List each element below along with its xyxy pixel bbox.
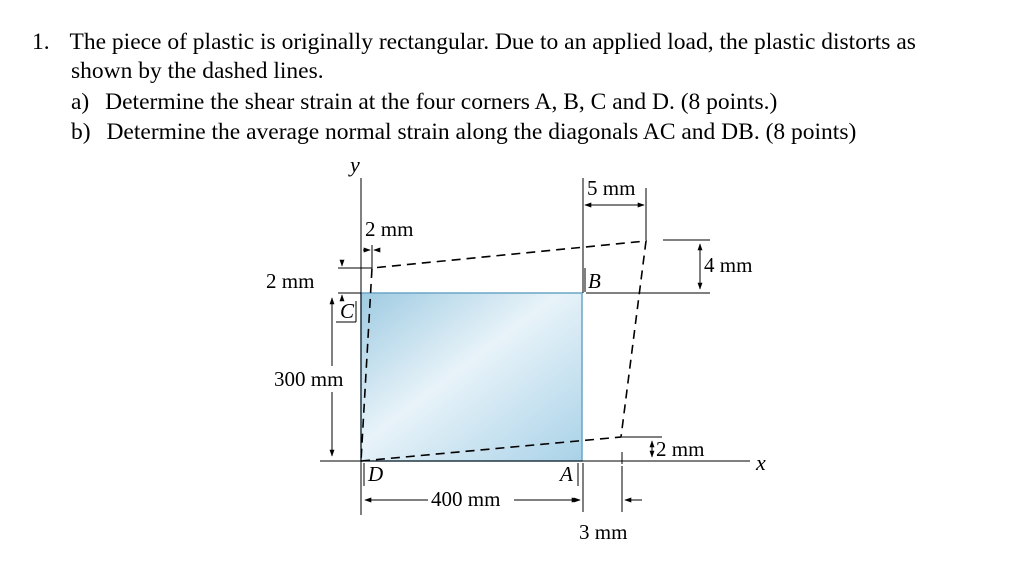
statement-text-1: The piece of plastic is originally rectangular. Due to an applied load, the plastic distorts as [69, 29, 916, 55]
dim-bottom-right-label: 2 mm [656, 437, 705, 461]
problem-statement-line2: shown by the dashed lines. [71, 58, 324, 84]
axis-y-label: y [350, 152, 360, 177]
part-b-text: Determine the average normal strain along the diagonals AC and DB. (8 points) [106, 119, 857, 145]
corner-a-label: A [560, 462, 573, 486]
axis-x-label: x [756, 450, 766, 475]
dim-top-left-label: 2 mm [365, 217, 414, 241]
problem-number: 1. [32, 29, 50, 55]
original-plate [361, 293, 582, 461]
corner-b-label: B [588, 269, 601, 293]
corner-d-label: D [368, 462, 384, 486]
part-a-text: Determine the shear strain at the four corners A, B, C and D. (8 points.) [105, 89, 778, 115]
corner-c-label: C [340, 299, 355, 323]
dim-width-label: 400 mm [431, 487, 501, 511]
part-a-label: a) [71, 89, 90, 115]
dim-bottom-shift-label: 3 mm [579, 520, 628, 544]
dim-left-offset-label: 2 mm [266, 269, 315, 293]
dim-top-right-label: 5 mm [587, 176, 636, 200]
dim-height-label: 300 mm [274, 367, 344, 391]
dim-right-rise-label: 4 mm [704, 253, 753, 277]
part-b-label: b) [71, 119, 91, 145]
